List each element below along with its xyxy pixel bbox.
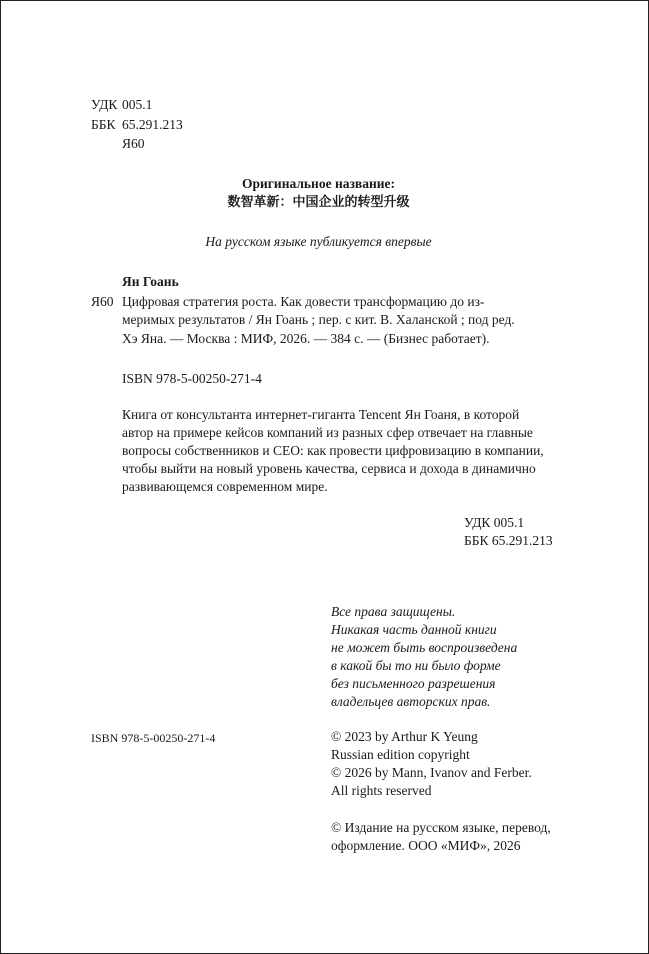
catalog-udk: УДК 005.1: [464, 515, 525, 530]
isbn-bottom: ISBN 978-5-00250-271-4: [91, 731, 216, 745]
rights-notice: [331, 603, 517, 711]
catalog-description-2: [122, 311, 547, 329]
original-title-label: Оригинальное название:: [242, 176, 395, 191]
rights-line: владельцев авторских прав.: [331, 694, 491, 709]
catalog-author: Ян Гоань: [122, 274, 179, 289]
copyright-line: © Издание на русском языке, перевод,: [331, 820, 551, 835]
catalog-description-line: Цифровая стратегия роста. Как довести трансформацию до из-: [122, 294, 485, 309]
edition-copyright-block: [331, 819, 551, 855]
annotation-line: чтобы выйти на новый уровень качества, сервиса и дохода в динамично: [122, 461, 536, 476]
copyright-line: © 2026 by Mann, Ivanov and Ferber.: [331, 765, 532, 780]
bbk-value: 65.291.213: [122, 117, 183, 132]
catalog-isbn: ISBN 978-5-00250-271-4: [122, 371, 262, 386]
copyright-block: [331, 728, 532, 800]
catalog-description-line: Хэ Яна. — Москва : МИФ, 2026. — 384 с. — (Бизнес работает).: [122, 331, 490, 346]
bbk-label: ББК: [91, 117, 116, 132]
catalog-description: [122, 293, 547, 311]
udk-label: УДК: [91, 97, 118, 112]
rights-line: Никакая часть данной книги: [331, 622, 497, 637]
udk-value: 005.1: [122, 97, 153, 112]
catalog-mark: Я60: [91, 294, 114, 309]
copyright-line: All rights reserved: [331, 783, 432, 798]
catalog-bbk: ББК 65.291.213: [464, 533, 553, 548]
author-mark: Я60: [122, 136, 145, 151]
annotation-line: автор на примере кейсов компаний из разных сфер отвечает на главные: [122, 425, 533, 440]
rights-line: Все права защищены.: [331, 604, 456, 619]
original-title-chinese: 数智革新：中国企业的转型升级: [227, 195, 410, 210]
catalog-description-line: меримых результатов / Ян Гоань ; пер. с кит. В. Халанской ; под ред.: [122, 312, 515, 327]
annotation-line: развивающемся современном мире.: [122, 479, 328, 494]
copyright-line: оформление. ООО «МИФ», 2026: [331, 838, 521, 853]
rights-line: в какой бы то ни было форме: [331, 658, 501, 673]
rights-line: без письменного разрешения: [331, 676, 496, 691]
rights-line: не может быть воспроизведена: [331, 640, 518, 655]
copyright-line: Russian edition copyright: [331, 747, 470, 762]
annotation: [122, 406, 547, 496]
copyright-line: © 2023 by Arthur K Yeung: [331, 729, 478, 744]
first-publication-note: На русском языке публикуется впервые: [205, 234, 432, 249]
annotation-line: Книга от консультанта интернет-гиганта Tencent Ян Гоаня, в которой: [122, 407, 520, 422]
annotation-line: вопросы собственников и CEO: как провести цифровизацию в компании,: [122, 443, 544, 458]
